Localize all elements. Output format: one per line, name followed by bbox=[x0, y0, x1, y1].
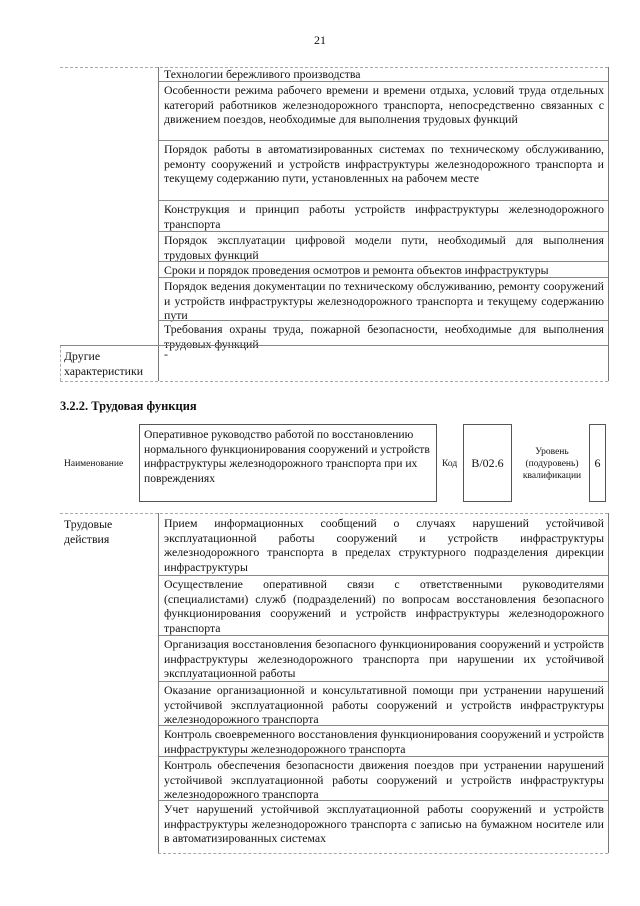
section-title: 3.2.2. Трудовая функция bbox=[60, 399, 197, 413]
knowledge-item: Порядок работы в автоматизированных системах по техническому обслуживанию, ремонту сооружений и устройств инфраструктуры железнодорожного транспорта и текущему содержанию пути, установленных на рабочем месте bbox=[164, 142, 604, 185]
knowledge-item: Технологии бережливого производства bbox=[164, 67, 361, 81]
other-characteristics-value: - bbox=[164, 347, 168, 361]
level-label: Уровень (подуровень) квалификации bbox=[522, 447, 582, 481]
page-number: 21 bbox=[314, 33, 326, 47]
action-item: Учет нарушений устойчивой эксплуатационной работы сооружений и устройств инфраструктуры железнодорожного транспорта с записью на бумажном носителе или в автоматизированных системах bbox=[164, 802, 604, 845]
other-characteristics-label: Другие характеристики bbox=[64, 349, 144, 378]
name-label: Наименование bbox=[64, 459, 124, 469]
code-label: Код bbox=[442, 459, 458, 469]
knowledge-item: Требования охраны труда, пожарной безопасности, необходимые для выполнения трудовых функций bbox=[164, 322, 604, 351]
action-item: Оказание организационной и консультативной помощи при устранении нарушений устойчивой эксплуатационной работы сооружений и устройств инфраструктуры железнодорожного транспорта bbox=[164, 683, 604, 726]
name-value-box bbox=[139, 424, 437, 502]
knowledge-item: Сроки и порядок проведения осмотров и ремонта объектов инфраструктуры bbox=[164, 263, 549, 277]
knowledge-item: Конструкция и принцип работы устройств инфраструктуры железнодорожного транспорта bbox=[164, 202, 604, 231]
knowledge-item: Порядок эксплуатации цифровой модели пути, необходимый для выполнения трудовых функций bbox=[164, 233, 604, 262]
actions-label: Трудовые действия bbox=[64, 517, 113, 546]
code-value-box bbox=[463, 424, 512, 502]
knowledge-item: Порядок ведения документации по техническому обслуживанию, ремонту сооружений и устройств инфраструктуры железнодорожного транспорта и текущему содержанию пути bbox=[164, 279, 604, 322]
action-item: Контроль обеспечения безопасности движения поездов при устранении нарушений устойчивой эксплуатационной работы сооружений и устройств инфраструктуры железнодорожного транспорта bbox=[164, 758, 604, 801]
action-item: Контроль своевременного восстановления функционирования сооружений и устройств инфраструктуры железнодорожного транспорта bbox=[164, 727, 604, 756]
level-value: 6 bbox=[594, 456, 601, 470]
function-name: Оперативное руководство работой по восстановлению нормального функционирования сооружений и устройств инфраструктуры железнодорожного транспорта при их повреждениях bbox=[144, 428, 430, 485]
knowledge-item: Особенности режима рабочего времени и времени отдыха, условий труда отдельных категорий работников железнодорожного транспорта, непосредственно связанных с движением поездов, необходимые для выполнения трудовых функций bbox=[164, 83, 604, 126]
action-item: Осуществление оперативной связи с ответственными руководителями (специалистами) служб (подразделений) по вопросам восстановления безопасного функционирования сооружений и устройств инфраструктуры железнодорожного транспорта bbox=[164, 577, 604, 635]
action-item: Прием информационных сообщений о случаях нарушений устойчивой эксплуатационной работы сооружений и устройств инфраструктуры железнодорожного транспорта в пределах структурного подразделения дирекции инфраструктуры bbox=[164, 516, 604, 574]
code-value: B/02.6 bbox=[471, 456, 504, 470]
level-value-box bbox=[589, 424, 606, 502]
action-item: Организация восстановления безопасного функционирования сооружений и устройств инфраструктуры железнодорожного транспорта при нарушении их устойчивой эксплуатационной работы bbox=[164, 637, 604, 680]
